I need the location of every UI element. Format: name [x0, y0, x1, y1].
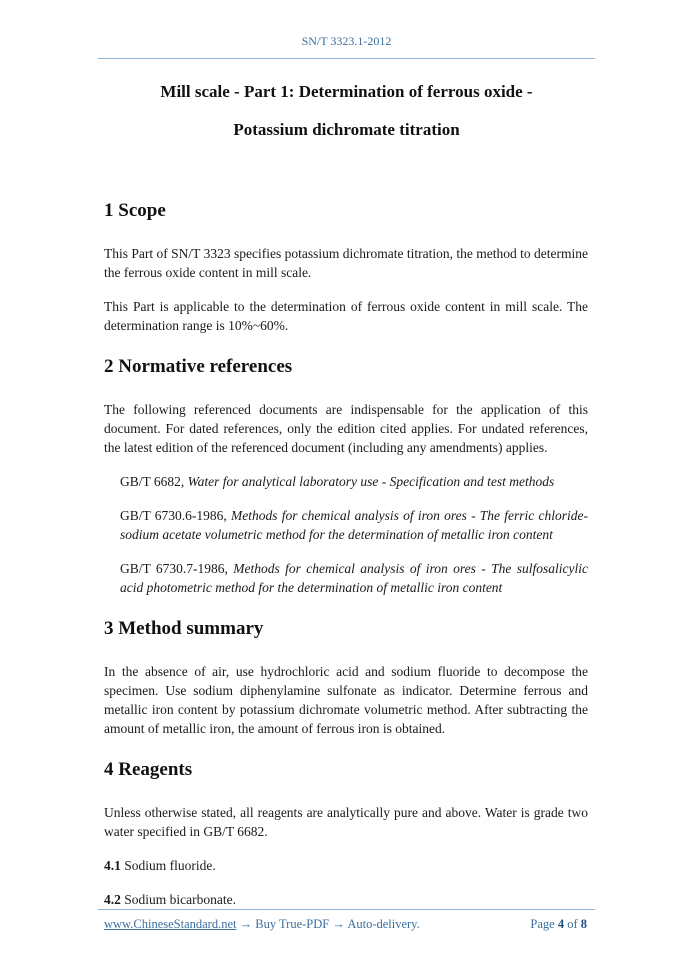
- header-divider: [98, 58, 595, 59]
- reference-code: GB/T 6730.7-1986,: [120, 561, 234, 576]
- page-indicator: [530, 917, 587, 932]
- reagent-text: Sodium fluoride.: [120, 858, 216, 873]
- reference-code: GB/T 6730.6-1986,: [120, 508, 231, 523]
- document-body: [104, 200, 588, 924]
- scope-paragraph-1: This Part of SN/T 3323 specifies potassium dichromate titration, the method to determine the ferrous oxide content in mill scale.: [104, 246, 588, 280]
- page-total: 8: [580, 917, 587, 931]
- reference-code: GB/T 6682,: [120, 474, 188, 489]
- method-paragraph-1: In the absence of air, use hydrochloric acid and sodium fluoride to decompose the specimen. Use sodium diphenylamine sulfonate as indicator. Determine ferrous and metallic iron content by potassium dichromate volumetric method. After subtracting the amount of metallic iron, the amount of ferrous iron is obtained.: [104, 664, 588, 736]
- reagent-item: [104, 890, 588, 909]
- page-number: 4: [557, 917, 565, 931]
- reference-title: Methods for chemical analysis of iron ores - The ferric chloride-sodium acetate volumetric method for the determination of metallic iron content: [120, 508, 588, 542]
- buy-pdf-link[interactable]: Buy True-PDF: [255, 917, 330, 931]
- reagents-paragraph-1: Unless otherwise stated, all reagents are analytically pure and above. Water is grade two water specified in GB/T 6682.: [104, 805, 588, 839]
- arrow-icon: →: [329, 917, 348, 931]
- doc-title-line2: Potassium dichromate titration: [233, 120, 460, 139]
- reagent-text: Sodium bicarbonate.: [120, 892, 236, 907]
- auto-delivery-text: Auto-delivery.: [347, 917, 420, 931]
- arrow-icon: →: [236, 917, 256, 931]
- reagent-number: 4.2: [104, 892, 121, 907]
- section-heading-normative: 2 Normative references: [104, 356, 293, 377]
- reference-title: Methods for chemical analysis of iron ores - The sulfosalicylic acid photometric method for the determination of metallic iron content: [120, 561, 588, 595]
- footer-links: [104, 917, 420, 932]
- page-label: Page: [530, 917, 558, 931]
- section-heading-scope: 1 Scope: [104, 200, 166, 221]
- header-doc-number: SN/T 3323.1-2012: [301, 34, 392, 48]
- scope-paragraph-2: This Part is applicable to the determination of ferrous oxide content in mill scale. The determination range is 10%~60%.: [104, 299, 588, 333]
- chinese-standard-link[interactable]: www.ChineseStandard.net: [104, 917, 237, 931]
- doc-title-line1: Mill scale - Part 1: Determination of ferrous oxide -: [160, 82, 533, 101]
- reference-title: Water for analytical laboratory use - Specification and test methods: [187, 474, 555, 489]
- reference-item: [120, 506, 588, 544]
- page-of-label: of: [564, 917, 581, 931]
- reagent-number: 4.1: [104, 858, 121, 873]
- section-heading-method: 3 Method summary: [104, 618, 264, 639]
- footer-divider: [98, 909, 595, 910]
- normative-intro: The following referenced documents are indispensable for the application of this document. For dated references, only the edition cited applies. For undated references, the latest edition of the referenced document (including any amendments) applies.: [104, 402, 588, 455]
- reference-item: [120, 472, 588, 491]
- reagent-item: [104, 856, 588, 875]
- reference-item: [120, 559, 588, 597]
- section-heading-reagents: 4 Reagents: [104, 759, 193, 780]
